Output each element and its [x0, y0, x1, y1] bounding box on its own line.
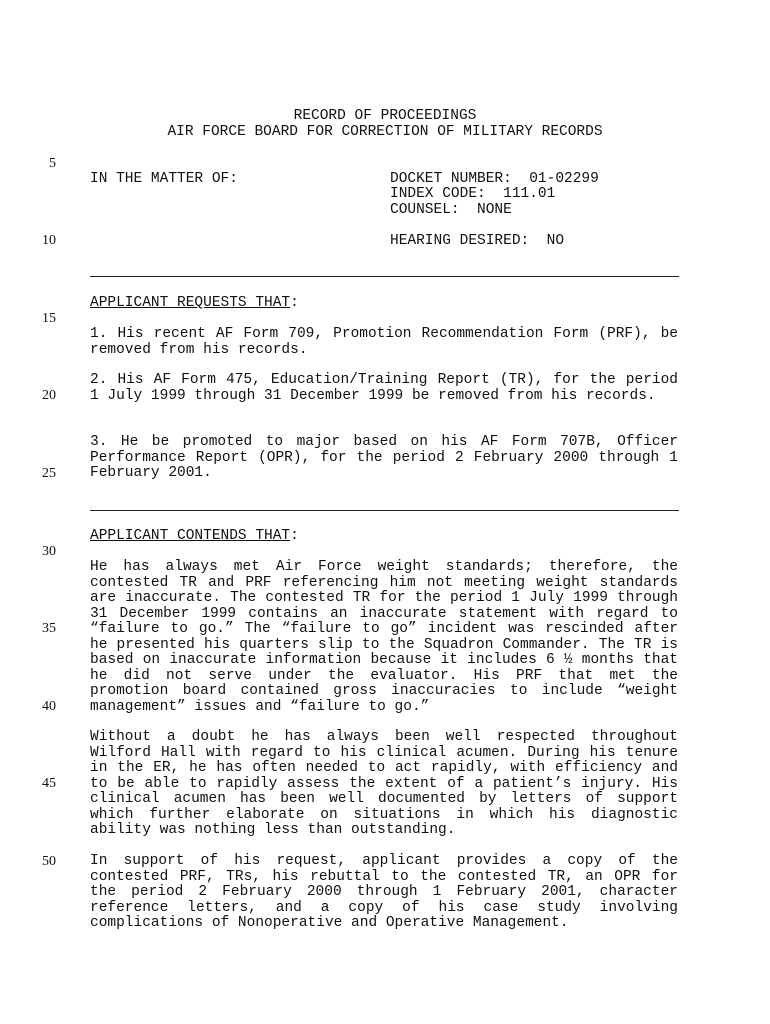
- divider: [90, 510, 679, 511]
- contends-paragraph: In support of his request, applicant provides a copy of the contested PRF, TRs, his rebuttal to the contested TR, an OPR for the period 2 February 2000 through 1 February 2001, character reference letters, and a copy of his case study involving complications of Nonoperative and Operative Management.: [90, 853, 678, 931]
- line-number: 50: [42, 854, 56, 869]
- matter-label: IN THE MATTER OF:: [90, 171, 238, 187]
- hearing-desired: HEARING DESIRED: NO: [390, 233, 565, 249]
- request-item: 2. His AF Form 475, Education/Training Report (TR), for the period 1 July 1999 through 31 December 1999 be removed from his records.: [90, 372, 678, 404]
- request-item: 1. His recent AF Form 709, Promotion Recommendation Form (PRF), be removed from his records.: [90, 326, 678, 358]
- requests-heading: APPLICANT REQUESTS THAT:: [90, 295, 299, 311]
- docket-number: DOCKET NUMBER: 01-02299: [390, 171, 599, 187]
- request-item: 3. He be promoted to major based on his AF Form 707B, Officer Performance Report (OPR), for the period 2 February 2000 through 1 February 2001.: [90, 434, 678, 481]
- record-title: RECORD OF PROCEEDINGS: [293, 108, 477, 124]
- contends-heading: APPLICANT CONTENDS THAT:: [90, 528, 299, 544]
- divider: [90, 276, 679, 277]
- line-number: 40: [42, 699, 56, 714]
- contends-paragraph: Without a doubt he has always been well respected throughout Wilford Hall with regard to his clinical acumen. During his tenure in the ER, he has often needed to act rapidly, with efficiency and to be able to rapidly assess the extent of a patient’s injury. His clinical acumen has been well documented by letters of support which further elaborate on situations in which his diagnostic ability was nothing less than outstanding.: [90, 729, 678, 838]
- line-number: 35: [42, 621, 56, 636]
- line-number: 25: [42, 466, 56, 481]
- line-number: 30: [42, 544, 56, 559]
- counsel: COUNSEL: NONE: [390, 202, 512, 218]
- line-number: 5: [49, 156, 56, 171]
- line-number: 15: [42, 311, 56, 326]
- index-code: INDEX CODE: 111.01: [390, 186, 556, 202]
- line-number: 45: [42, 776, 56, 791]
- board-title: AIR FORCE BOARD FOR CORRECTION OF MILITARY RECORDS: [167, 124, 603, 140]
- line-number: 10: [42, 233, 56, 248]
- line-number: 20: [42, 388, 56, 403]
- contends-paragraph: He has always met Air Force weight standards; therefore, the contested TR and PRF referencing him not meeting weight standards are inaccurate. The contested TR for the period 1 July 1999 through 31 December 1999 contains an inaccurate statement with regard to “failure to go.” The “failure to go” incident was rescinded after he presented his quarters slip to the Squadron Commander. The TR is based on inaccurate information because it includes 6 ½ months that he did not serve under the evaluator. His PRF that met the promotion board contained gross inaccuracies to include “weight management” issues and “failure to go.”: [90, 559, 678, 715]
